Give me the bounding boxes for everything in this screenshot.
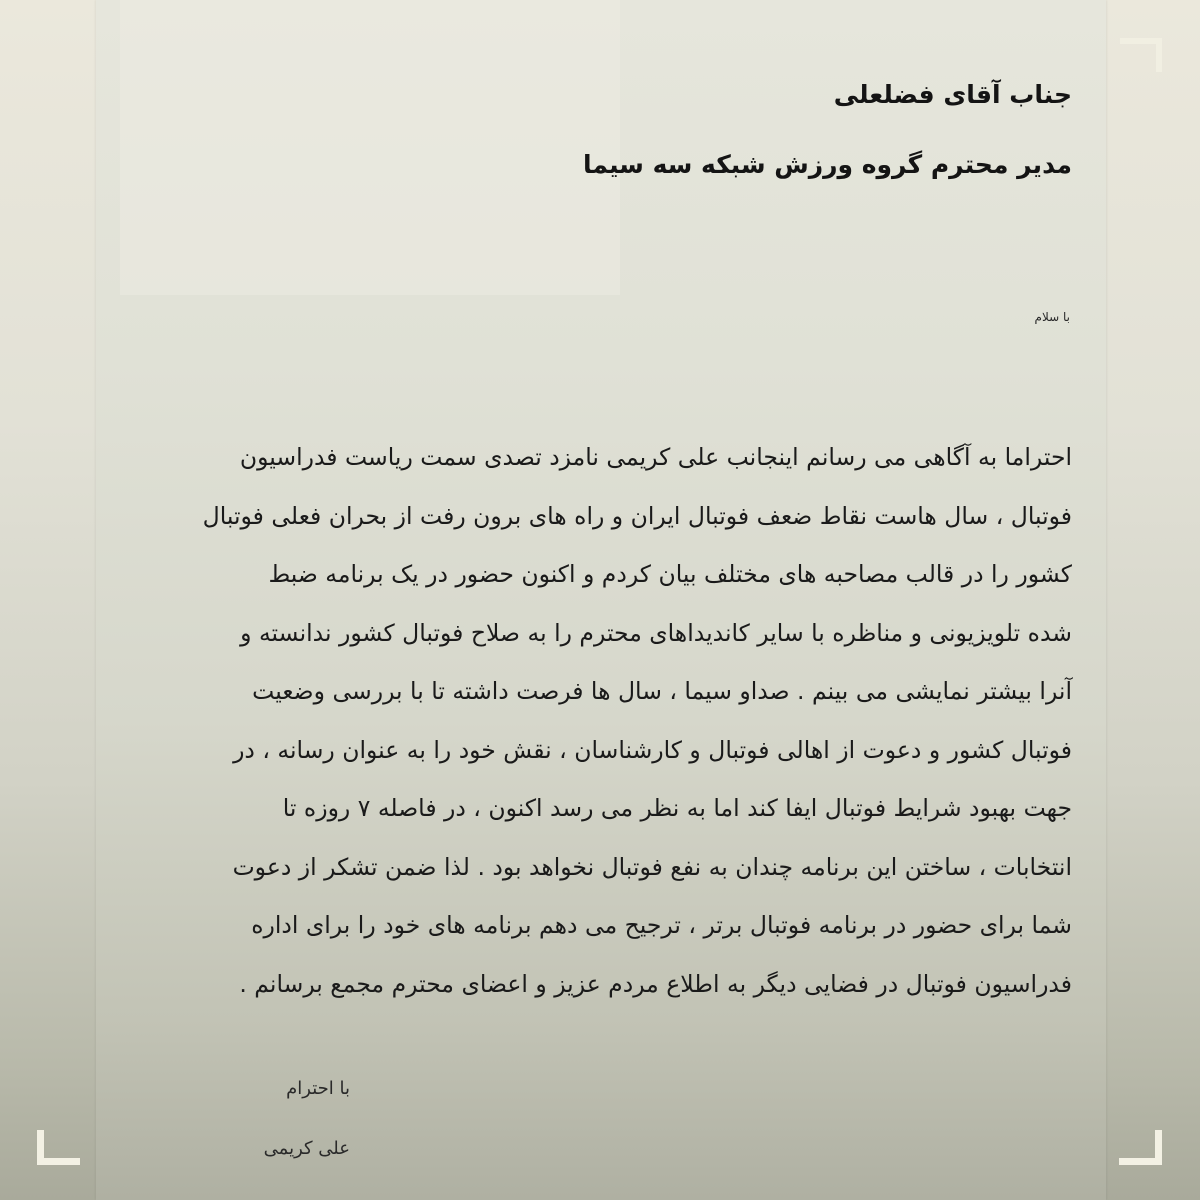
body-line: احتراما به آگاهی می رسانم اینجانب علی کریمی نامزد تصدی سمت ریاست فدراسیون [239,443,1072,471]
body-line: شما برای حضور در برنامه فوتبال برتر ، ترجیح می دهم برنامه های خود را برای اداره [251,911,1072,939]
corner-bracket-icon-bottom-right [1119,1130,1162,1165]
body-line: جهت بهبود شرایط فوتبال ایفا کند اما به نظر می رسد اکنون ، در فاصله ۷ روزه تا [282,794,1072,822]
body-line: شده تلویزیونی و مناظره با سایر کاندیداهای محترم را به صلاح فوتبال کشور ندانسته و [240,618,1072,647]
body-line: فوتبال کشور و دعوت از اهالی فوتبال و کارشناسان ، نقش خود را به عنوان رسانه ، در [233,735,1072,764]
letter-body [127,428,1072,1013]
body-line: کشور را در قالب مصاحبه های مختلف بیان کردم و اکنون حضور در یک برنامه ضبط [268,560,1072,588]
greeting: با سلام [1034,310,1070,324]
closing: با احترام [286,1078,350,1099]
body-line: آنرا بیشتر نمایشی می بینم . صداو سیما ، سال ها فرصت داشته تا با بررسی وضعیت [252,677,1072,705]
corner-bracket-icon-bottom-left [37,1130,80,1165]
body-line: فوتبال ، سال هاست نقاط ضعف فوتبال ایران و راه های برون رفت از بحران فعلی فوتبال [202,501,1072,530]
body-line: انتخابات ، ساختن این برنامه چندان به نفع فوتبال نخواهد بود . لذا ضمن تشکر از دعوت [232,852,1072,881]
signature: علی کریمی [263,1138,350,1159]
recipient-title: مدیر محترم گروه ورزش شبکه سه سیما [582,150,1072,179]
corner-bracket-icon-top-right [1120,38,1162,72]
body-line: فدراسیون فوتبال در فضایی دیگر به اطلاع مردم عزیز و اعضای محترم مجمع برسانم . [239,969,1072,998]
recipient-name: جناب آقای فضلعلی [833,80,1072,109]
